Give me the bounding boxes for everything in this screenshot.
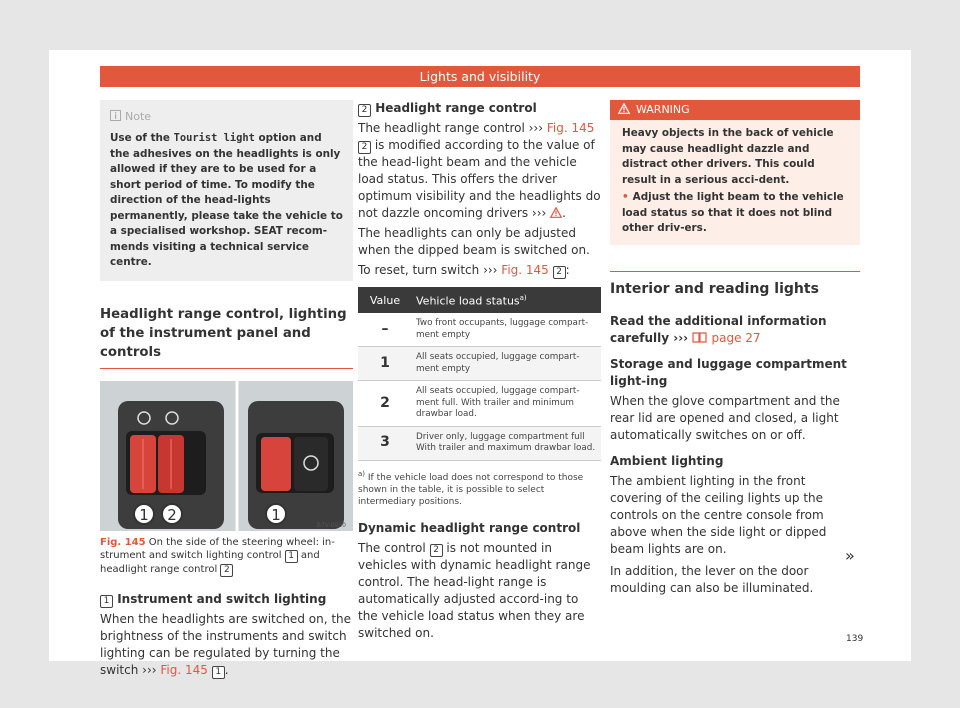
figure-caption: Fig. 145 On the side of the steering wheel: in-strument and switch lighting control 1 and headlight range control 2 [100, 536, 335, 575]
fig-link[interactable]: Fig. 145 [546, 121, 595, 135]
section-headlight-range [100, 305, 353, 369]
figure-number: Fig. 145 [100, 536, 146, 548]
fig-link[interactable]: Fig. 145 [501, 263, 549, 277]
page-link[interactable]: page 27 [711, 330, 761, 345]
section-title: Interior and reading lights [610, 271, 860, 313]
table-header-row [358, 287, 601, 313]
warning-heading: WARNING [610, 100, 860, 120]
page-header: Lights and visibility [100, 66, 860, 87]
callout-2: 2 [220, 564, 233, 577]
item1-title: 1 Instrument and switch lighting [100, 591, 353, 608]
item1-text: When the headlights are switched on, the brightness of the instruments and switch lighting can be regulated by turning the switch ››› Fig. 145 1 . [100, 611, 352, 677]
fig-link[interactable]: Fig. 145 [160, 662, 208, 677]
item2-title: 2 Headlight range control [358, 100, 601, 117]
door-text: In addition, the lever on the door moulding can also be illuminated. [610, 563, 814, 595]
table-row: 1 All seats occupied, luggage compart-ment empty [358, 347, 601, 381]
figure-code: B7V-0930 [316, 521, 346, 529]
continue-marker: » [845, 546, 855, 565]
tourist-light-code: Tourist light [173, 132, 255, 144]
warning-triangle-icon [550, 207, 562, 218]
section-title: Headlight range control, lighting of the instrument panel and controls [100, 305, 353, 369]
ambient-text: The ambient lighting in the front covering of the ceiling lights up the controls on the centre console from above when the side light or dipped beam lights are on. [610, 473, 827, 556]
item2-text: The headlight range control ››› Fig. 145 2 is modified according to the value of the head-light beam and the vehicle load status. This offers the driver optimum visibility and the headlights do not dazzle oncoming drivers ››› . [358, 121, 601, 220]
page-number: 139 [846, 634, 864, 644]
read-info: Read the additional information carefully ››› page 27 [610, 313, 827, 345]
figure-145 [100, 381, 353, 531]
warning-text: Heavy objects in the back of vehicle may cause headlight dazzle and distract other drivers. This could result in a serious acci-dent. [622, 127, 834, 186]
callout-1: 1 [285, 550, 298, 563]
col-header-value: Value [358, 287, 412, 313]
info-icon [110, 110, 121, 121]
dynamic-title: Dynamic headlight range control [358, 520, 581, 535]
storage-text: When the glove compartment and the rear lid are opened and closed, a light automatically switches on or off. [610, 393, 840, 442]
table-footnote: $^{a)}$ If the vehicle load does not correspond to those shown in the table, it is possible to select intermediary positions. [358, 469, 584, 507]
note-heading [110, 108, 343, 125]
column-left [100, 100, 353, 679]
figure-label-2: 2 [167, 505, 177, 524]
column-right [610, 100, 860, 597]
table-row: 3 Driver only, luggage compartment full With trailer and maximum drawbar load. [358, 426, 601, 460]
table-row: – Two front occupants, luggage compart-ment empty [358, 313, 601, 347]
warning-triangle-icon [618, 103, 630, 114]
storage-title: Storage and luggage compartment light-ing [610, 356, 847, 388]
warning-box [610, 100, 860, 245]
dynamic-text: The control 2 is not mounted in vehicles with dynamic headlight range control. The head-light range is automatically adjusted accord-ing to the vehicle load status when they are switched on. [358, 540, 591, 640]
warning-bullet: • Adjust the light beam to the vehicle load status so that it does not blind other driv-ers. [622, 191, 844, 234]
section-interior-lights [610, 271, 860, 313]
note-heading-text: Note [125, 110, 152, 123]
col-header-status: Vehicle load status$^{a)}$ [412, 287, 601, 313]
figure-label-1: 1 [139, 505, 149, 524]
column-middle [358, 100, 601, 642]
load-status-table [358, 287, 601, 461]
note-text: Use of the Tourist light option and the adhesives on the headlights is only allowed if they are to be used for a short period of time. To modify the direction of the head-lights permanently, please take the vehicle to a specialised workshop. SEAT recom-mends visiting a technical service centre. [110, 132, 343, 268]
figure-label-1b: 1 [271, 505, 281, 524]
reset-text: To reset, turn switch ››› Fig. 145 2 : [358, 263, 570, 277]
table-row: 2 All seats occupied, luggage compart-ment full. With trailer and minimum drawbar load. [358, 381, 601, 427]
note-box [100, 100, 353, 281]
ambient-title: Ambient lighting [610, 453, 724, 468]
dashboard-switch-illustration [100, 381, 353, 531]
item2-text2: The headlights can only be adjusted when the dipped beam is switched on. [358, 226, 590, 257]
book-icon [692, 331, 707, 343]
